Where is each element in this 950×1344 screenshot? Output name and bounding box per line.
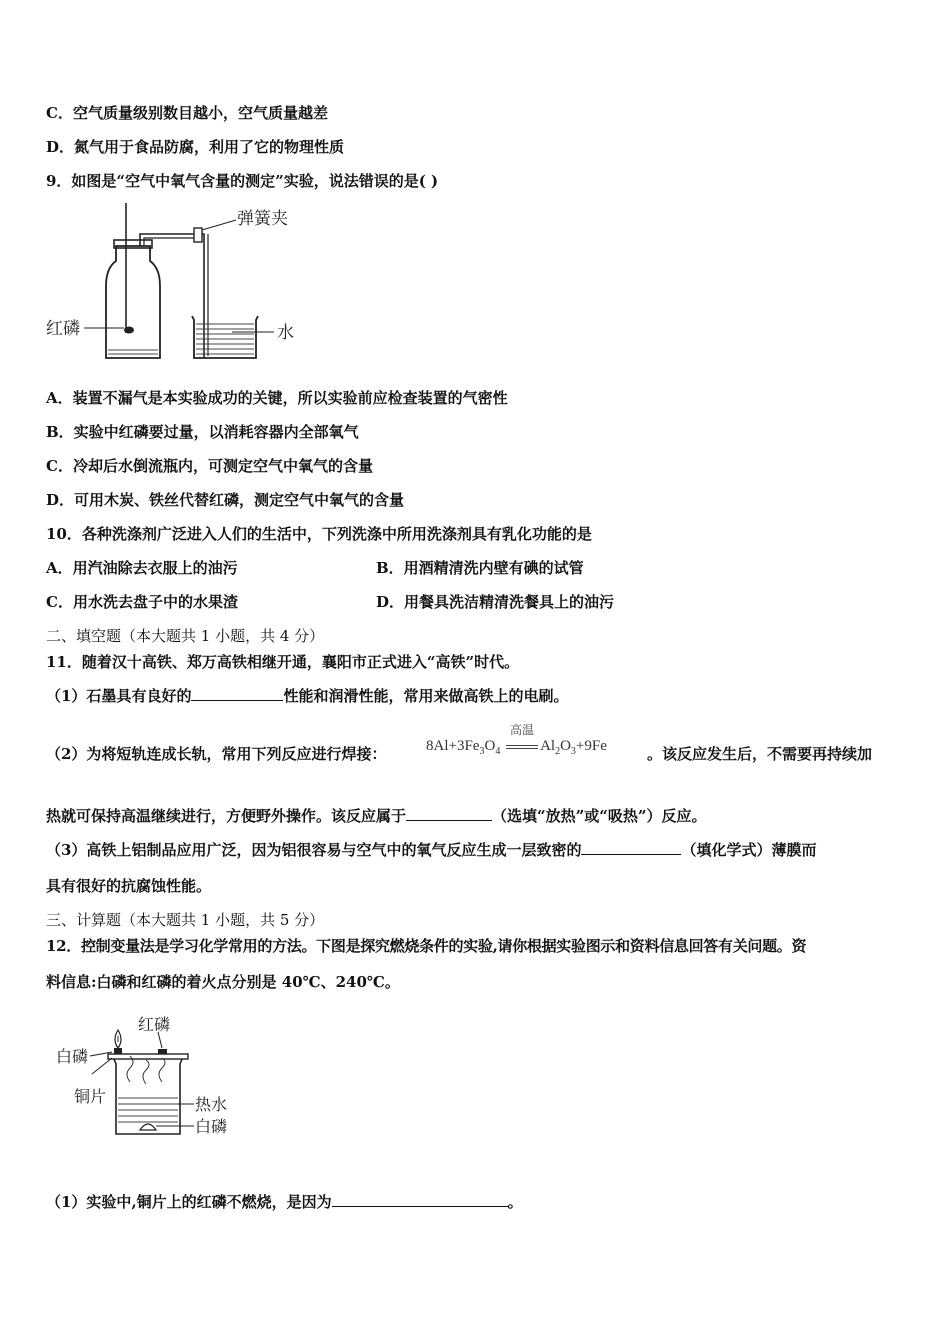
label-red-phosphorus: 红磷 — [46, 319, 80, 339]
label-white-phosphorus-bottom: 白磷 — [195, 1117, 228, 1136]
label-white-phosphorus-top: 白磷 — [56, 1047, 89, 1066]
q11-part3-cont: 具有很好的抗腐蚀性能。 — [46, 877, 212, 895]
oxygen-apparatus-figure — [44, 198, 304, 368]
combustion-experiment-figure — [54, 1012, 244, 1142]
q9-option-c: C．冷却后水倒流瓶内，可测定空气中氧气的含量 — [46, 457, 373, 475]
q8-option-c: C．空气质量级别数目越小，空气质量越差 — [46, 104, 328, 122]
q11-part2-cont — [46, 806, 707, 826]
eq-rhs-part1: Al — [540, 738, 556, 754]
q11-stem: 11．随着汉十高铁、郑万高铁相继开通，襄阳市正式进入“高铁”时代。 — [46, 653, 520, 671]
q12-stem-1: 12．控制变量法是学习化学常用的方法。下图是探究燃烧条件的实验,请你根据实验图示和资料信息回答有关问题。资 — [46, 937, 807, 955]
q8-option-d: D．氮气用于食品防腐，利用了它的物理性质 — [46, 138, 345, 156]
q11-part2 — [46, 744, 386, 764]
eq-lhs-part2: O — [484, 738, 496, 754]
eq-rhs-part3: +9Fe — [575, 738, 607, 754]
answer-blank-4[interactable] — [332, 1192, 508, 1207]
section-fill-in-title: 二、填空题（本大题共 1 小题，共 4 分） — [46, 627, 325, 645]
q11-part3-text-b: （填化学式）薄膜而 — [681, 841, 817, 859]
label-red-phosphorus: 红磷 — [138, 1015, 171, 1034]
q12-stem-2: 料信息:白磷和红磷的着火点分别是 40℃、240℃。 — [46, 973, 400, 991]
label-spring-clamp: 弹簧夹 — [237, 209, 288, 229]
label-hot-water: 热水 — [195, 1095, 228, 1114]
q11-part1 — [46, 686, 568, 706]
q9-option-a: A．装置不漏气是本实验成功的关键，所以实验前应检查装置的气密性 — [46, 389, 508, 407]
label-copper-plate: 铜片 — [74, 1087, 107, 1106]
q12-part1-text-a: （1）实验中,铜片上的红磷不燃烧，是因为 — [46, 1193, 332, 1211]
q11-part2-text-b: 。该反应发生后，不需要再持续加 — [647, 745, 873, 763]
q10-option-d: D．用餐具洗洁精清洗餐具上的油污 — [376, 593, 615, 611]
answer-blank-1[interactable] — [191, 686, 283, 701]
q11-part2-text-c: 热就可保持高温继续进行，方便野外操作。该反应属于 — [46, 807, 407, 825]
q9-option-b: B．实验中红磷要过量，以消耗容器内全部氧气 — [46, 423, 359, 441]
q11-part1-text-b: 性能和润滑性能，常用来做高铁上的电刷。 — [283, 687, 569, 705]
label-water: 水 — [277, 323, 294, 343]
thermite-equation — [426, 723, 607, 757]
eq-sub: 2 — [555, 746, 561, 757]
q11-part3 — [46, 840, 816, 860]
answer-blank-2[interactable] — [406, 806, 492, 821]
condition-high-temp: 高温 — [510, 723, 535, 737]
eq-sub: 4 — [495, 746, 501, 757]
reaction-condition — [504, 723, 540, 755]
q11-part2-text-d: （选填“放热”或“吸热”）反应。 — [492, 807, 707, 825]
q11-part2-text-a: （2）为将短轨连成长轨，常用下列反应进行焊接： — [46, 745, 387, 763]
eq-lhs-part1: 8Al+3Fe — [426, 738, 480, 754]
q11-part3-text-a: （3）高铁上铝制品应用广泛，因为铝很容易与空气中的氧气反应生成一层致密的 — [46, 841, 582, 859]
answer-blank-3[interactable] — [581, 840, 681, 855]
q10-option-c: C．用水洗去盘子中的水果渣 — [46, 593, 238, 611]
eq-sub: 3 — [479, 746, 485, 757]
q9-stem: 9．如图是“空气中氧气含量的测定”实验，说法错误的是( ) — [46, 172, 439, 190]
q12-part1 — [46, 1192, 523, 1212]
q10-option-a: A．用汽油除去衣服上的油污 — [46, 559, 238, 577]
section-calc-title: 三、计算题（本大题共 1 小题，共 5 分） — [46, 911, 325, 929]
equals-sign — [506, 745, 538, 749]
q10-stem: 10．各种洗涤剂广泛进入人们的生活中，下列洗涤中所用洗涤剂具有乳化功能的是 — [46, 525, 592, 543]
q12-part1-text-b: 。 — [507, 1193, 523, 1211]
eq-rhs-part2: O — [560, 738, 571, 754]
q9-option-d: D．可用木炭、铁丝代替红磷，测定空气中氧气的含量 — [46, 491, 405, 509]
eq-sub: 3 — [570, 746, 576, 757]
q11-part1-text-a: （1）石墨具有良好的 — [46, 687, 192, 705]
q10-option-b: B．用酒精清洗内壁有碘的试管 — [376, 559, 584, 577]
